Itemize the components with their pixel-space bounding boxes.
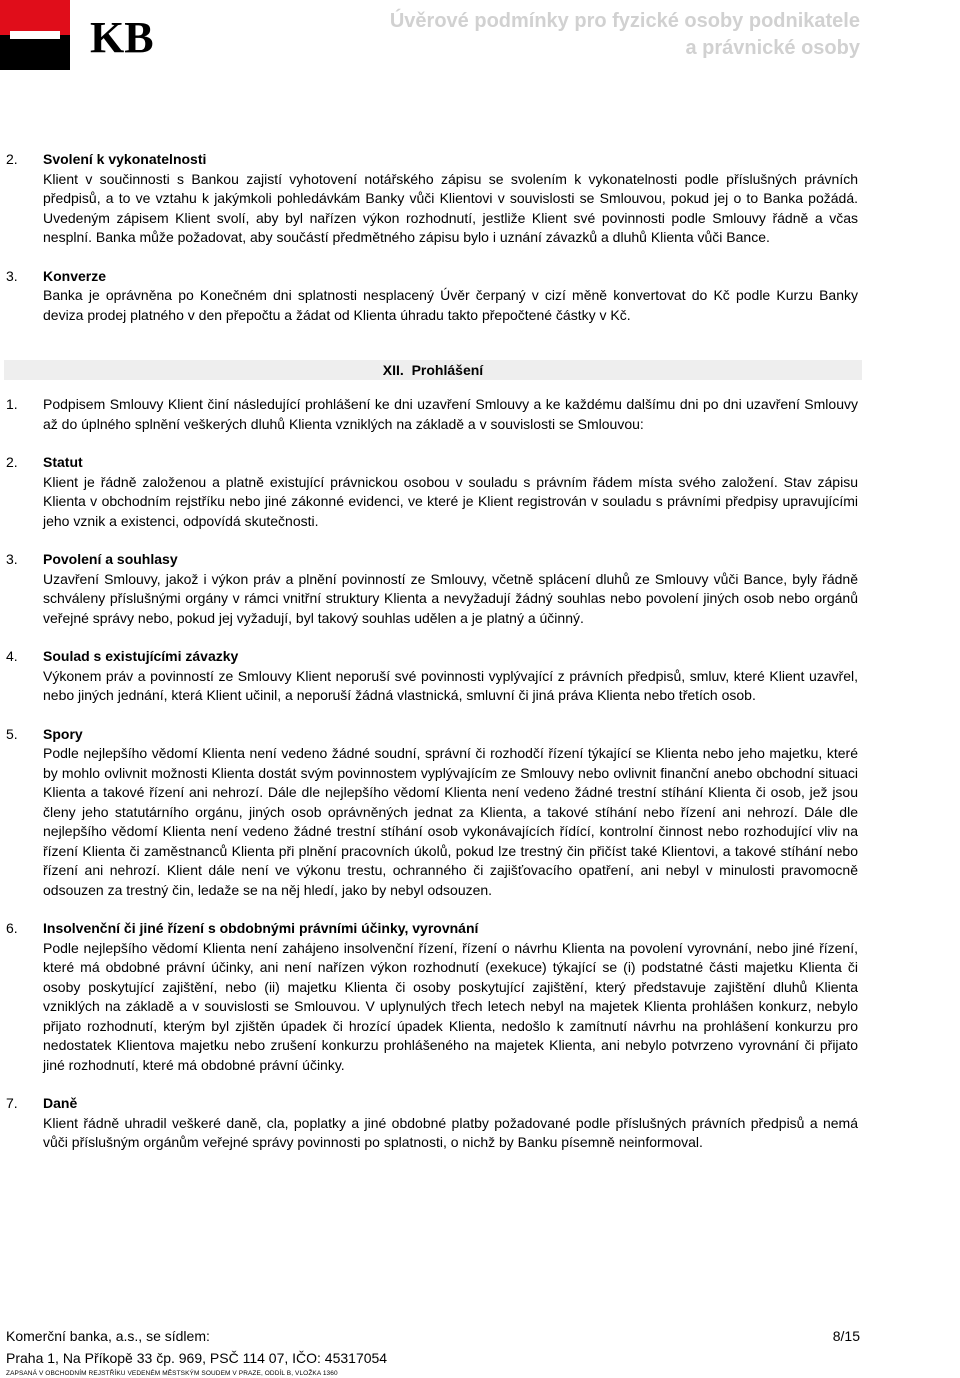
declaration-text: Výkonem práv a povinností ze Smlouvy Klient neporuší své povinnosti vyplývající z právních předpisů, smluv, které Klient uzavřel, nebo jiných jednání, která Klient učinil, a neporuší žádná vlastnická, smluvní či jiná práva Klienta nebo třetích osob. xyxy=(43,667,858,703)
document-title-line-2: a právnické osoby xyxy=(685,37,860,59)
declaration-text: Podpisem Smlouvy Klient činí následující prohlášení ke dni uzavření Smlouvy a ke každému dalšímu dni po dni uzavření Smlouvy až do úplného splnění veškerých dluhů Klienta vzniklých na základě a v souvislosti se Smlouvou: xyxy=(43,396,858,432)
declaration-item xyxy=(0,453,960,531)
footer-address: Praha 1, Na Příkopě 33 čp. 969, PSČ 114 07, IČO: 45317054 xyxy=(6,1350,388,1366)
declaration-title: Soulad s existujícími závazky xyxy=(43,648,239,664)
footer-registry: ZAPSANÁ V OBCHODNÍM REJSTŘÍKU VEDENÉM MĚSTSKÝM SOUDEM V PRAZE, ODDÍL B, VLOŽKA 1360 xyxy=(6,1370,338,1377)
chapter-title: Prohlášení xyxy=(411,362,484,378)
section-number: 2. xyxy=(6,151,18,167)
document-title xyxy=(300,8,860,62)
chapter-number: XII. xyxy=(382,362,404,378)
declaration-item xyxy=(0,395,960,434)
chapter-heading xyxy=(4,360,862,380)
declaration-title: Spory xyxy=(43,725,83,742)
declaration-item xyxy=(0,550,960,628)
document-body xyxy=(0,150,960,1153)
declaration-item xyxy=(0,647,960,706)
footer-company: Komerční banka, a.s., se sídlem: xyxy=(6,1328,210,1344)
declaration-text: Podle nejlepšího vědomí Klienta není vedeno žádné soudní, správní či rozhodčí řízení týkající se Klienta nebo jeho majetku, které by mohlo ovlivnit možnosti Klienta dostát svým povinnostem vyplývajícím ze Smlouvy nebo ovlivnit finanční anebo obchodní situaci Klienta a takové řízení ani nehrozí. Dále dle nejlepšího vědomí Klienta není vedeno žádné trestní stíhání Klienta či osob, jež jsou členy jeho statutárního orgánu, jiných osob oprávněných jednat za Klienta, a takové stíhání nebo řízení ani nehrozí. Dále dle nejlepšího vědomí Klienta není vedeno žádné trestní stíhání osob vykonávajících řídící, kontrolní činnost nebo rozhodující vliv na řízení Klienta či zaměstnanců Klienta při plnění pracovních úkolů, pokud lze trestný čin přičíst také Klientovi, a takové stíhání nebo řízení ani nehrozí. Klient dále není ve výkonu trestu, ochranného či zajišťovacího opatření, ani nebyl v minulosti pravomocně odsouzen za trestný čin, ledaže se na něj hledí, jako by nebyl odsouzen. xyxy=(43,745,858,898)
declaration-item xyxy=(0,725,960,901)
declaration-item xyxy=(0,919,960,1075)
section-text: Banka je oprávněna po Konečném dni splatnosti nesplacený Úvěr čerpaný v cizí měně konvertovat do Kč podle Kurzu Banky deviza prodej platného v den přepočtu a žádat od Klienta úhradu takto přepočtené částky v Kč. xyxy=(43,287,858,323)
section-title: Konverze xyxy=(43,267,107,284)
page-number: 8/15 xyxy=(832,1328,860,1344)
section-text: Klient v součinnosti s Bankou zajistí vyhotovení notářského zápisu se svolením k vykonatelnosti podle příslušných právních předpisů, a to ve vztahu k jakýmkoli pohledávkám Banky vůči Klientovi v souvislosti se Smlouvou, pokud jej o to Banka požádá. Uvedeným zápisem Klient svolí, aby byl nařízen výkon rozhodnutí, jestliže Klient své povinnosti podle Smlouvy řádně a včas nesplní. Banka může požadovat, aby součástí předmětného zápisu bylo i uznání závazků a dluhů Klienta vůči Bance. xyxy=(43,170,858,245)
declaration-text: Klient je řádně založenou a platně existující právnickou osobou v souladu s právním řádem místa svého založení. Stav zápisu Klienta v obchodním rejstříku nebo jiné zákonné evidenci, ve které je Klient registrován v souladu s právními předpisy upravujícími jeho vznik a existenci, odpovídá skutečnosti. xyxy=(43,473,858,529)
declaration-text: Podle nejlepšího vědomí Klienta není zahájeno insolvenční řízení, řízení o návrhu Klienta na povolení vyrovnání, nebo jiné řízení, které má obdobné právní účinky, ani není nařízen výkon rozhodnutí (exekuce) týkající se (i) podstatné části majetku Klienta či osoby poskytující zajištění, nebo (ii) majetku Klienta či osoby poskytující zajištění, který představuje zajištění dluhů Klienta vzniklých na základě a v souvislosti se Smlouvou. V uplynulých třech letech nebyl na majetek Klienta prohlášen konkurz, nebylo přijato rozhodnutí, kterým byl zjištěn úpadek či hrozící úpadek Klienta, nedošlo k zamítnutí návrhu na prohlášení konkurzu pro nedostatek Klientova majetku nebo zrušení konkurzu prohlášeného na majetek Klienta, ani nebylo potvrzeno vyrovnání či přijato jiné rozhodnutí, které má obdobné právní účinky. xyxy=(43,939,858,1073)
declaration-number: 2. xyxy=(6,454,18,470)
declaration-number: 4. xyxy=(6,648,18,664)
document-title-line-1: Úvěrové podmínky pro fyzické osoby podnikatele xyxy=(389,10,860,32)
declaration-number: 1. xyxy=(6,396,18,412)
declaration-text: Klient řádně uhradil veškeré daně, cla, poplatky a jiné obdobné platby požadované podle příslušných právních předpisů a nemá vůči příslušným orgánům veřejné správy povinnosti po splatnosti, o nichž by Banku písemně neinformoval. xyxy=(43,1114,858,1150)
section-konverze xyxy=(0,267,960,326)
section-title: Svolení k vykonatelnosti xyxy=(43,151,207,167)
section-number: 3. xyxy=(6,267,18,284)
declaration-number: 7. xyxy=(6,1095,18,1111)
declaration-title: Daně xyxy=(43,1095,78,1111)
declaration-title: Insolvenční či jiné řízení s obdobnými právními účinky, vyrovnání xyxy=(43,920,479,936)
declaration-number: 3. xyxy=(6,551,18,567)
declaration-number: 5. xyxy=(6,725,18,742)
section-svoleni xyxy=(0,150,960,248)
page-header xyxy=(0,0,960,72)
logo-text: KB xyxy=(90,13,154,62)
kb-logo xyxy=(0,0,200,70)
declaration-title: Statut xyxy=(43,454,83,470)
declaration-number: 6. xyxy=(6,920,18,936)
declaration-item xyxy=(0,1094,960,1153)
declaration-text: Uzavření Smlouvy, jakož i výkon práv a plnění povinností ze Smlouvy, včetně splácení dluhů ze Smlouvy vůči Bance, byly řádně schváleny příslušnými orgány v rámci vnitřní struktury Klienta a nevyžadují žádný souhlas nebo povolení jiných osob nebo orgánů veřejné správy nebo, pokud jej vyžadují, byl takový souhlas udělen a je platný a účinný. xyxy=(43,570,858,626)
declaration-title: Povolení a souhlasy xyxy=(43,551,178,567)
